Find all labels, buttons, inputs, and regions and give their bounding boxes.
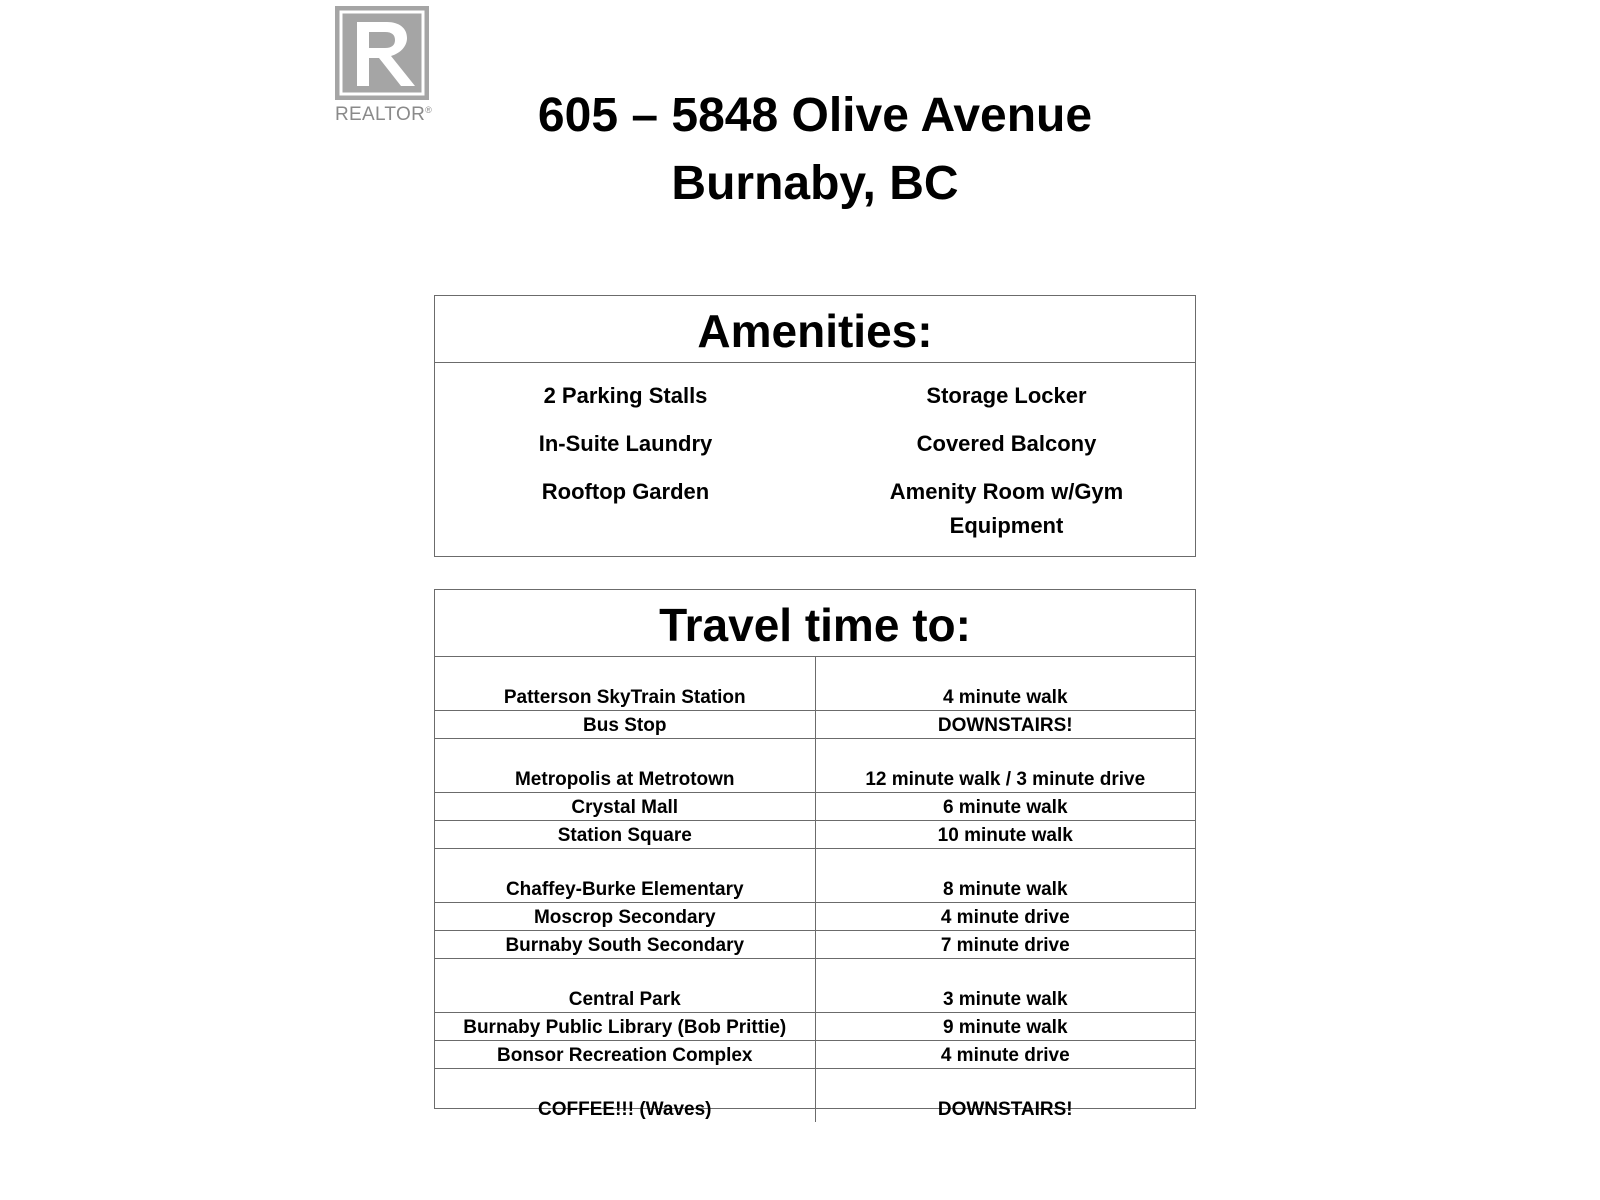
destination-cell: Bus Stop xyxy=(435,711,815,739)
travel-time-cell: DOWNSTAIRS! xyxy=(815,1069,1195,1123)
amenities-heading: Amenities: xyxy=(435,296,1195,363)
table-row xyxy=(435,1041,1195,1069)
table-row xyxy=(435,711,1195,739)
amenity-item: Amenity Room w/Gym Equipment xyxy=(889,479,1124,538)
table-row xyxy=(435,793,1195,821)
destination-cell: Moscrop Secondary xyxy=(435,903,815,931)
realtor-logo-text: REALTOR® xyxy=(335,104,433,125)
travel-time-cell: DOWNSTAIRS! xyxy=(815,711,1195,739)
destination-cell: Bonsor Recreation Complex xyxy=(435,1041,815,1069)
table-row xyxy=(435,959,1195,1013)
travel-time-cell: 4 minute walk xyxy=(942,687,1068,708)
amenity-item: Storage Locker xyxy=(926,383,1087,408)
amenity-item: Covered Balcony xyxy=(916,431,1097,456)
travel-time-box xyxy=(434,589,1196,1120)
travel-time-cell: 9 minute walk xyxy=(815,1013,1195,1041)
amenity-item: 2 Parking Stalls xyxy=(543,383,708,408)
destination-cell: Chaffey-Burke Elementary xyxy=(435,849,815,903)
destination-cell: COFFEE!!! (Waves) xyxy=(435,1069,815,1123)
table-row xyxy=(435,657,1195,711)
table-row xyxy=(435,903,1195,931)
table-row xyxy=(435,1069,1195,1123)
destination-cell: Station Square xyxy=(435,821,815,849)
travel-table xyxy=(435,657,1195,1122)
destination-cell: Crystal Mall xyxy=(435,793,815,821)
listing-address-title xyxy=(400,82,1230,218)
city-line: Burnaby, BC xyxy=(671,157,959,210)
travel-time-cell: 4 minute drive xyxy=(815,1041,1195,1069)
travel-time-cell: 4 minute drive xyxy=(815,903,1195,931)
destination-cell: Central Park xyxy=(435,959,815,1013)
amenity-item: In-Suite Laundry xyxy=(538,431,713,456)
destination-cell: Metropolis at Metrotown xyxy=(435,739,815,793)
table-row xyxy=(435,821,1195,849)
table-row xyxy=(435,739,1195,793)
amenities-box xyxy=(434,295,1196,557)
travel-time-cell: 6 minute walk xyxy=(815,793,1195,821)
address-line: 605 – 5848 Olive Avenue xyxy=(537,89,1093,142)
travel-time-cell: 10 minute walk xyxy=(815,821,1195,849)
travel-heading: Travel time to: xyxy=(435,590,1195,657)
amenities-list xyxy=(435,363,1195,543)
table-row xyxy=(435,931,1195,959)
travel-time-cell: 7 minute drive xyxy=(815,931,1195,959)
travel-time-cell: 12 minute walk / 3 minute drive xyxy=(815,739,1195,793)
destination-cell: Burnaby Public Library (Bob Prittie) xyxy=(435,1013,815,1041)
amenity-item: Rooftop Garden xyxy=(541,479,710,504)
destination-cell: Burnaby South Secondary xyxy=(435,931,815,959)
travel-time-cell: 8 minute walk xyxy=(815,849,1195,903)
table-row xyxy=(435,1013,1195,1041)
destination-cell: Patterson SkyTrain Station xyxy=(435,657,815,711)
travel-time-cell: 3 minute walk xyxy=(815,959,1195,1013)
table-row xyxy=(435,849,1195,903)
